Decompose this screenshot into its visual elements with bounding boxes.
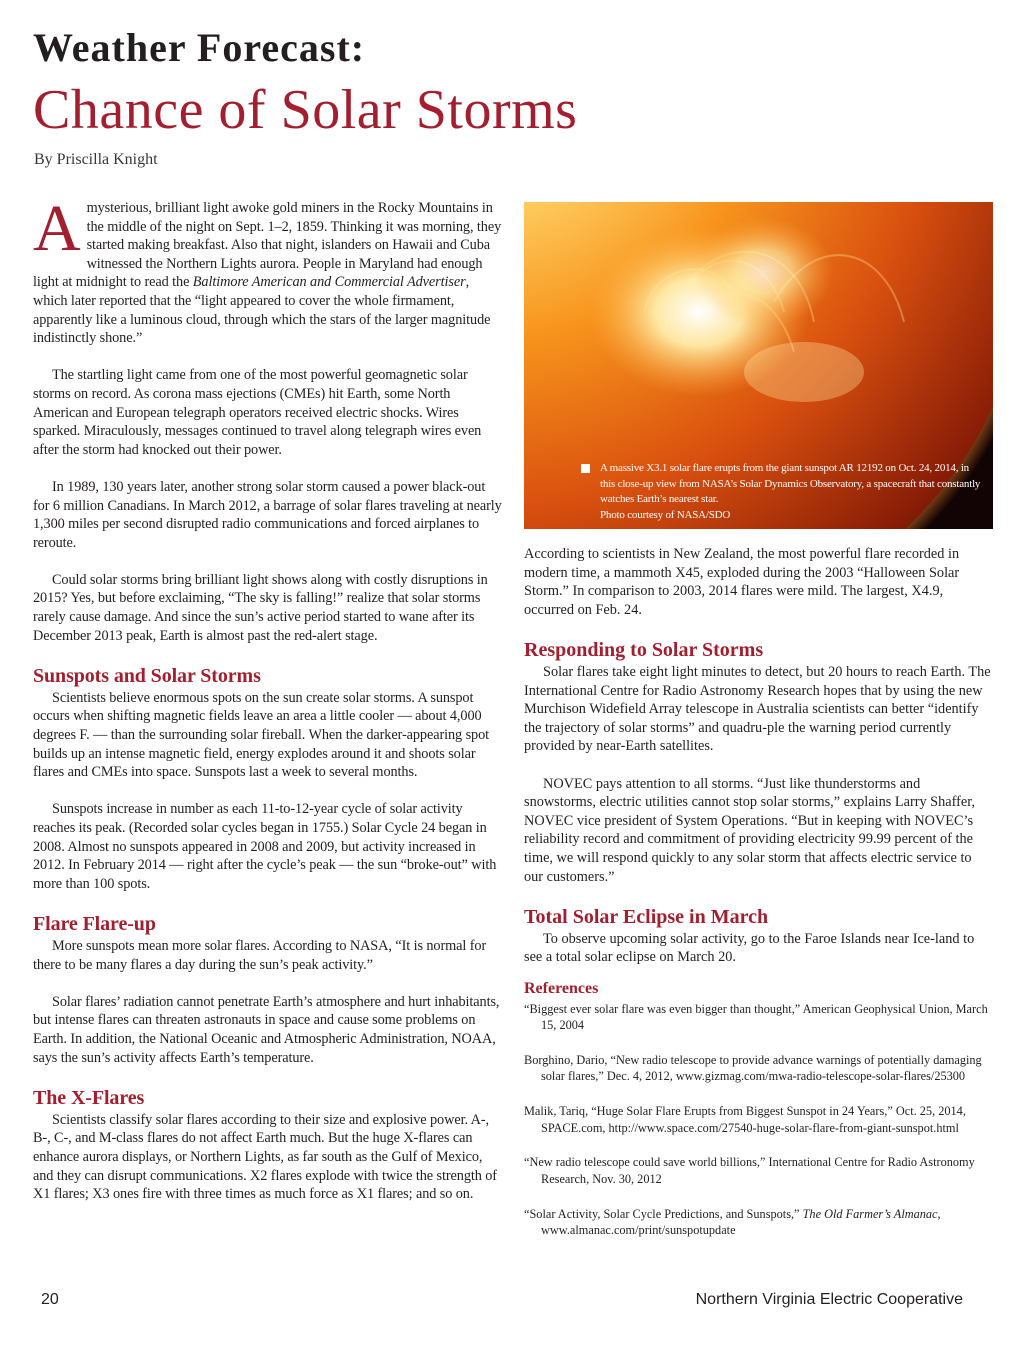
reference-item: Borghino, Dario, “New radio telescope to provide advance warnings of potentially damaging solar flares,” Dec. 4, 2012, www.gizmag.com/mwa-radio-telescope-solar-flares/25300: [524, 1053, 982, 1084]
paragraph: Solar flares take eight light minutes to detect, but 20 hours to reach Earth. The International Centre for Radio Astronomy Research hopes that by using the new Murchison Widefield Array telescope in Australia scientists can better “identify the trajectory of solar storms” and quadru-ple the warning period currently provided by near-Earth satellites.: [524, 663, 991, 755]
page-number: 20: [41, 1291, 59, 1308]
paragraph: Scientists classify solar flares according to their size and explosive power. A-, B-, C-, and M-class flares do not affect Earth much. But the huge X-flares can enhance aurora displays, or Northern Lights, as far south as the Gulf of Mexico, and they can disrupt communications. X2 flares explode with twice the strength of X1 flares; X3 ones fire with three times as much force as X1 flares; and so on.: [33, 1111, 497, 1203]
intro-text: mysterious, brilliant light awoke gold miners in the Rocky Mountains in the middle of the night on Sept. 1–2, 1859. Thinking it was morning, they started making breakfast. Also that night, islanders on Hawaii and Cuba witnessed the Northern Lights aurora. People in Maryland had enough light at midnight to read the: [33, 200, 502, 291]
reference-publication: The Old Farmer’s Almanac: [802, 1206, 938, 1221]
page-title: Chance of Solar Storms: [33, 79, 578, 141]
publication-name: Baltimore American and Commercial Advertiser: [192, 274, 466, 291]
references-heading: References: [524, 979, 599, 997]
photo-caption: [600, 461, 985, 523]
section-heading-responding: Responding to Solar Storms: [524, 638, 764, 661]
paragraph: Solar flares’ radiation cannot penetrate Earth’s atmosphere and hurt inhabitants, but intense flares can threaten astronauts in space and cause some problems on Earth. In addition, the National Oceanic and Atmospheric Administration, NOAA, says the sun’s activity affects Earth’s temperature.: [33, 993, 500, 1066]
solar-flare-photo: [524, 202, 993, 529]
reference-item: [524, 1206, 994, 1239]
section-heading-eclipse: Total Solar Eclipse in March: [524, 905, 769, 928]
reference-item: Malik, Tariq, “Huge Solar Flare Erupts from Biggest Sunspot in 24 Years,” Oct. 25, 2014, SPACE.com, http://www.space.com/27540-huge-solar-flare-from-giant-sunspot.html: [524, 1104, 966, 1135]
header-kicker: Weather Forecast:: [33, 25, 366, 70]
right-column: [524, 545, 994, 1257]
byline: By Priscilla Knight: [34, 151, 158, 168]
active-region: [744, 342, 864, 402]
section-heading-flare: Flare Flare-up: [33, 912, 156, 935]
paragraph: NOVEC pays attention to all storms. “Just like thunderstorms and snowstorms, electric utilities cannot stop solar storms,” explains Larry Shaffer, NOVEC vice president of System Operations. “But in keeping with NOVEC’s reliability record and commitment of providing electricity 99.99 percent of the time, we will respond quickly to any solar storm that affects electric service to our customers.”: [524, 775, 976, 885]
paragraph: In 1989, 130 years later, another strong solar storm caused a power black-out for 6 million Canadians. In March 2012, a barrage of solar flares traveling at nearly 1,300 miles per second disrupted radio communications and forced airplanes to reroute.: [33, 478, 502, 551]
reference-item: “Biggest ever solar flare was even bigger than thought,” American Geophysical Union, March 15, 2004: [524, 1001, 988, 1033]
drop-cap: A: [33, 192, 81, 265]
paragraph: Sunspots increase in number as each 11-to-12-year cycle of solar activity reaches its peak. (Recorded solar cycles began in 1755.) Solar Cycle 24 began in 2008. Almost no sunspots appeared in 2008 and 2009, but activity increased in 2012. In February 2014 — right after the cycle’s peak — the sun “broke-out” with more than 100 spots.: [33, 801, 497, 892]
caption-text: A massive X3.1 solar flare erupts from the giant sunspot AR 12192 on Oct. 24, 2014, in this close-up view from NASA’s Solar Dynamics Observatory, a spacecraft that constantly watches Earth’s nearest star.: [600, 462, 981, 505]
footer-organization: Northern Virginia Electric Cooperative: [695, 1291, 963, 1308]
caption-bullet-icon: [581, 464, 590, 473]
section-heading-sunspots: Sunspots and Solar Storms: [33, 664, 261, 687]
intro-text-end: , which later reported that the “light appeared to cover the whole firmament, apparently like a luminous cloud, through which the stars of the larger magnitude indistinctly shone.”: [33, 274, 491, 347]
paragraph: Could solar storms bring brilliant light shows along with costly disruptions in 2015? Yes, but before exclaiming, “The sky is falling!” realize that solar storms rarely cause damage. And since the sun’s active period started to wane after its December 2013 peak, Earth is almost past the red-alert stage.: [33, 571, 488, 644]
paragraph: More sunspots mean more solar flares. According to NASA, “It is normal for there to be many flares a day during the sun’s peak activity.”: [33, 937, 487, 973]
paragraph: The startling light came from one of the most powerful geomagnetic solar storms on record. As corona mass ejections (CMEs) hit Earth, some North American and European telegraph operators received electric shocks. Wires sparked. Miraculously, messages continued to travel along telegraph wires even after the storm had knocked out their power.: [33, 367, 482, 458]
reference-item: “New radio telescope could save world billions,” International Centre for Radio Astronomy Research, Nov. 30, 2012: [524, 1155, 975, 1186]
paragraph: Scientists believe enormous spots on the sun create solar storms. A sunspot occurs when shifting magnetic fields leave an area a little cooler — about 4,000 degrees F. — than the surrounding solar fireball. When the darker-appearing spot builds up an intense magnetic field, energy explodes around it and shoots solar flares and CMEs into space. Sunspots last a week to several months.: [33, 689, 489, 781]
section-heading-x-flares: The X-Flares: [33, 1086, 145, 1109]
flare-glow-secondary: [694, 217, 834, 327]
photo-credit: Photo courtesy of NASA/SDO: [600, 508, 731, 521]
reference-text-end: , www.almanac.com/print/sunspotupdate: [541, 1206, 941, 1237]
paragraph: According to scientists in New Zealand, the most powerful flare recorded in modern time, a mammoth X45, exploded during the 2003 “Halloween Solar Storm.” In comparison to 2003, 2014 flares were mild. The largest, X4.9, occurred on Feb. 24.: [524, 546, 960, 618]
reference-text: “Solar Activity, Solar Cycle Predictions, and Sunspots,”: [524, 1206, 803, 1221]
intro-paragraph: [33, 192, 503, 348]
paragraph: To observe upcoming solar activity, go to the Faroe Islands near Ice-land to see a total solar eclipse on March 20.: [524, 930, 975, 966]
left-column: [33, 192, 503, 1204]
